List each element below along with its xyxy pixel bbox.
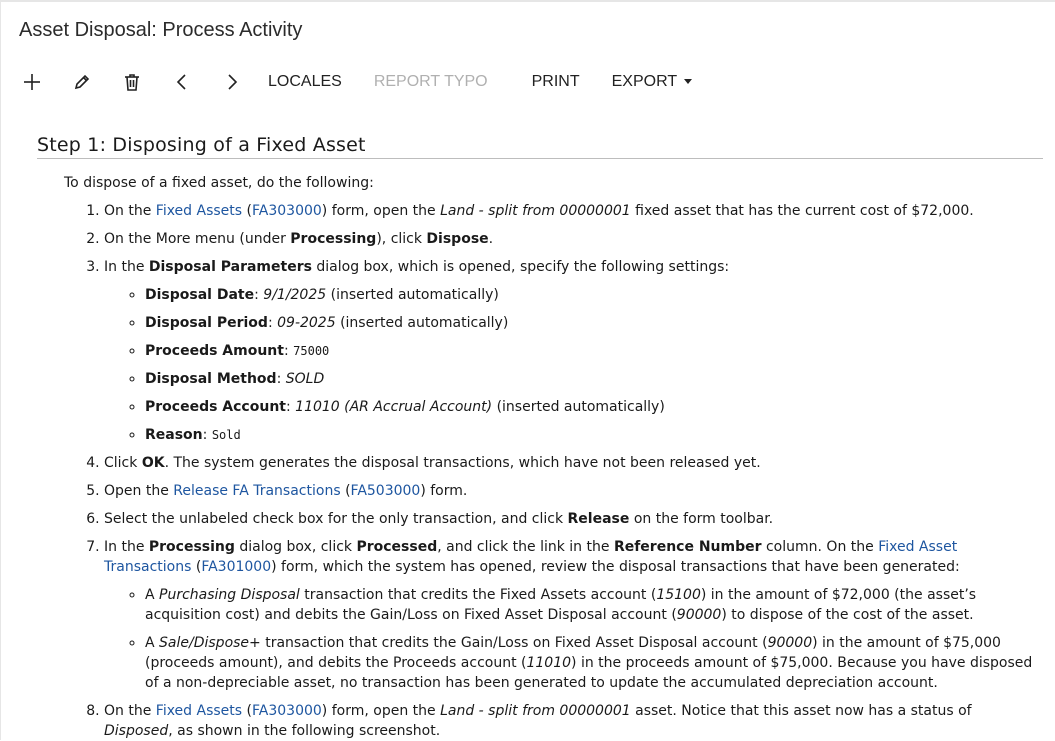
- chevron-right-icon[interactable]: [214, 66, 250, 98]
- setting-item: ◦ Reason: Sold: [145, 425, 1043, 445]
- article-content: [37, 134, 1043, 741]
- settings-list: [104, 285, 1043, 445]
- top-border: [0, 0, 1055, 2]
- step-item-7: 7. In the Processing dialog box, click Processed, and click the link in the Reference Number column. On the Fixed Asset Transactions (FA301000) form, which the system has opened, review the disposal transactions that have been generated: ◦ A Purchasing Disposal transaction that credits the Fixed Assets account (15100) in the amount of $72,000 (the asset’s acquisition cost) and debits the Gain/Loss on Fixed Asset Disposal account (90000) to dispose of the cost of the asset. ◦ A Sale/Dispose+ transaction that credits the Gain/Loss on Fixed Asset Disposal account (90000) in the amount of $75,000 (proceeds amount), and debits the Proceeds account (11010) in the proceeds amount of $75,000. Because you have disposed of a non-depreciable asset, no transaction has been generated to update the accumulated depreciation account.: [104, 537, 1043, 693]
- step-item-3: 3. In the Disposal Parameters dialog box, which is opened, specify the following settings: ◦ Disposal Date: 9/1/2025 (inserted automatically) ◦ Disposal Period: 09-2025 (inserted automatically) ◦ Proceeds Amount: 75000 ◦ Disposal Method: SOLD ◦ Proceeds Account: 11010 (AR Accrual Account) (inserted automatically) ◦ Reason: Sold: [104, 257, 1043, 445]
- release-fa-transactions-link[interactable]: Release FA Transactions: [173, 483, 341, 499]
- step-item-1: 1. On the Fixed Assets (FA303000) form, open the Land - split from 00000001 fixed asset that has the current cost of $72,000.: [104, 201, 1043, 221]
- step-item-6: 6. Select the unlabeled check box for the only transaction, and click Release on the form toolbar.: [104, 509, 1043, 529]
- step-item-5: 5. Open the Release FA Transactions (FA503000) form.: [104, 481, 1043, 501]
- setting-item: ◦ Disposal Period: 09-2025 (inserted automatically): [145, 313, 1043, 333]
- intro-text: To dispose of a fixed asset, do the following:: [64, 175, 374, 191]
- transactions-list: [104, 585, 1043, 693]
- left-border: [0, 0, 1, 740]
- toolbar: [14, 66, 692, 98]
- page-title: Asset Disposal: Process Activity: [19, 19, 303, 41]
- report-typo-button: REPORT TYPO: [373, 73, 488, 90]
- fa303000-link[interactable]: FA303000: [252, 703, 322, 719]
- step-item-4: 4. Click OK. The system generates the disposal transactions, which have not been released yet.: [104, 453, 1043, 473]
- fa301000-link[interactable]: FA301000: [201, 559, 272, 575]
- locales-button[interactable]: LOCALES: [268, 73, 342, 90]
- export-button[interactable]: [612, 73, 693, 91]
- plus-icon[interactable]: [14, 66, 50, 98]
- fixed-assets-link[interactable]: Fixed Assets: [155, 703, 243, 719]
- fixed-asset-transactions-link[interactable]: Fixed Asset Transactions: [104, 539, 958, 575]
- fa503000-link[interactable]: FA503000: [350, 483, 421, 499]
- fixed-assets-link[interactable]: Fixed Assets: [155, 203, 243, 219]
- chevron-left-icon[interactable]: [164, 66, 200, 98]
- fa303000-link[interactable]: FA303000: [252, 203, 322, 219]
- transaction-item: ◦ A Sale/Dispose+ transaction that credits the Gain/Loss on Fixed Asset Disposal account (90000) in the amount of $75,000 (proceeds amount), and debits the Proceeds account (11010) in the proceeds amount of $75,000. Because you have disposed of a non-depreciable asset, no transaction has been generated to update the accumulated depreciation account.: [145, 633, 1043, 693]
- step-title: Step 1: Disposing of a Fixed Asset: [37, 134, 1043, 159]
- print-button[interactable]: PRINT: [531, 73, 580, 90]
- trash-icon[interactable]: [114, 66, 150, 98]
- pencil-icon[interactable]: [64, 66, 100, 98]
- setting-item: ◦ Proceeds Amount: 75000: [145, 341, 1043, 361]
- step-item-8: 8. On the Fixed Assets (FA303000) form, open the Land - split from 00000001 asset. Notice that this asset now has a status of Disposed, as shown in the following screenshot.: [104, 701, 1043, 741]
- setting-item: ◦ Disposal Method: SOLD: [145, 369, 1043, 389]
- step-item-2: 2. On the More menu (under Processing), click Dispose.: [104, 229, 1043, 249]
- caret-down-icon: [684, 79, 692, 84]
- steps-list: [37, 201, 1043, 741]
- setting-item: ◦ Disposal Date: 9/1/2025 (inserted automatically): [145, 285, 1043, 305]
- export-label: EXPORT: [611, 73, 678, 90]
- setting-item: ◦ Proceeds Account: 11010 (AR Accrual Account) (inserted automatically): [145, 397, 1043, 417]
- transaction-item: ◦ A Purchasing Disposal transaction that credits the Fixed Assets account (15100) in the amount of $72,000 (the asset’s acquisition cost) and debits the Gain/Loss on Fixed Asset Disposal account (90000) to dispose of the cost of the asset.: [145, 585, 1043, 625]
